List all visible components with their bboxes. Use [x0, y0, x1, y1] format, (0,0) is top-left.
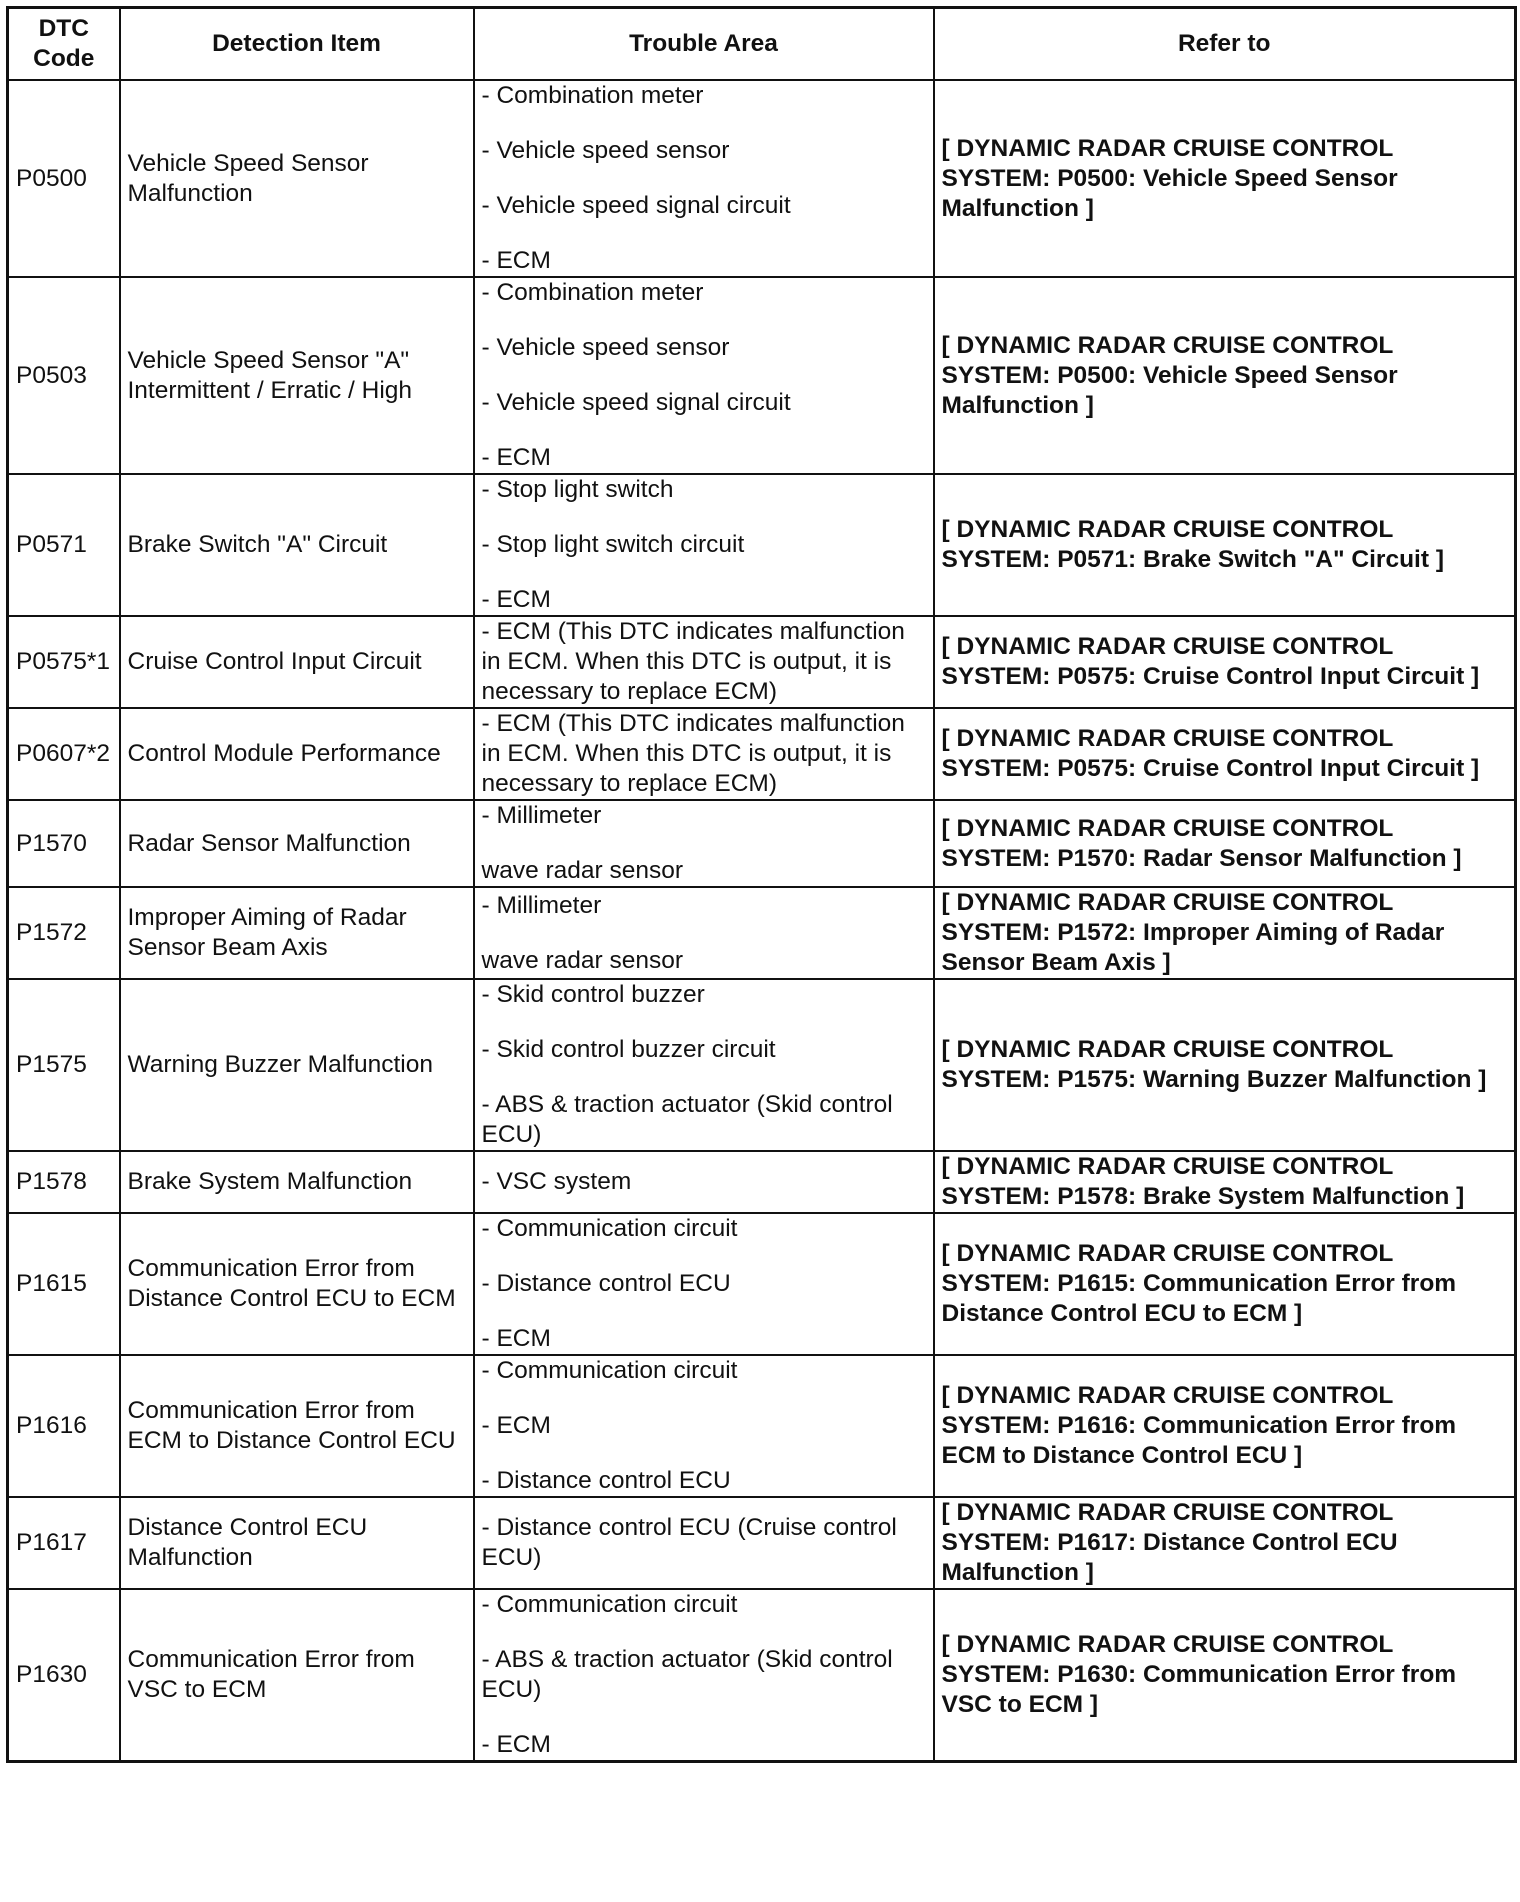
line-gap: [482, 921, 926, 946]
trouble-area-cell: [474, 474, 934, 616]
table-row: [8, 1497, 1516, 1589]
trouble-area-cell: [474, 979, 934, 1151]
refer-to-cell: [934, 979, 1516, 1151]
trouble-area-item: wave radar sensor: [481, 857, 684, 884]
refer-to-link[interactable]: [ DYNAMIC RADAR CRUISE CONTROL SYSTEM: P1575: Warning Buzzer Malfunction ]: [941, 1036, 1487, 1093]
refer-to-link[interactable]: [ DYNAMIC RADAR CRUISE CONTROL SYSTEM: P0500: Vehicle Speed Sensor Malfunction ]: [941, 134, 1398, 222]
detection-item-cell: Brake Switch "A" Circuit: [120, 474, 474, 616]
line-gap: [482, 560, 926, 585]
detection-item-cell: Communication Error from VSC to ECM: [120, 1589, 474, 1762]
refer-to-link[interactable]: [ DYNAMIC RADAR CRUISE CONTROL SYSTEM: P1617: Distance Control ECU Malfunction ]: [941, 1499, 1398, 1586]
detection-item-cell: Distance Control ECU Malfunction: [120, 1497, 474, 1589]
refer-to-link[interactable]: [ DYNAMIC RADAR CRUISE CONTROL SYSTEM: P1630: Communication Error from VSC to ECM ]: [941, 1631, 1457, 1718]
trouble-area-cell: [474, 80, 934, 277]
refer-to-cell: [934, 708, 1516, 800]
refer-to-link[interactable]: [ DYNAMIC RADAR CRUISE CONTROL SYSTEM: P1572: Improper Aiming of Radar Sensor Beam Axis ]: [941, 889, 1445, 976]
dtc-code-cell: P1578: [8, 1151, 120, 1213]
detection-item-cell: Warning Buzzer Malfunction: [120, 979, 474, 1151]
refer-to-cell: [934, 1355, 1516, 1497]
trouble-area-item: - Skid control buzzer circuit: [481, 1036, 776, 1063]
detection-item-cell: Communication Error from Distance Control ECU to ECM: [120, 1213, 474, 1355]
trouble-area-item: - Communication circuit: [481, 1215, 738, 1242]
detection-item-cell: Improper Aiming of Radar Sensor Beam Axis: [120, 887, 474, 979]
header-detection-item: Detection Item: [120, 8, 474, 81]
table-row: [8, 887, 1516, 979]
line-gap: [482, 221, 926, 246]
dtc-code-cell: P1630: [8, 1589, 120, 1762]
refer-to-cell: [934, 1497, 1516, 1589]
trouble-area-item: - Vehicle speed signal circuit: [481, 192, 791, 219]
dtc-code-cell: P0607*2: [8, 708, 120, 800]
trouble-area-cell: [474, 887, 934, 979]
trouble-area-item: - VSC system: [481, 1168, 632, 1195]
trouble-area-item: - ECM: [481, 1731, 551, 1758]
refer-to-cell: [934, 474, 1516, 616]
header-row: [8, 8, 1516, 81]
detection-item-cell: Communication Error from ECM to Distance Control ECU: [120, 1355, 474, 1497]
line-gap: [482, 1244, 926, 1269]
trouble-area-item: - Millimeter: [481, 891, 602, 919]
table-row: [8, 708, 1516, 800]
line-gap: [482, 1065, 926, 1090]
detection-item-cell: Control Module Performance: [120, 708, 474, 800]
table-header: [8, 8, 1516, 81]
dtc-code-cell: P1575: [8, 979, 120, 1151]
dtc-table: [6, 6, 1517, 1763]
table-body: [8, 80, 1516, 1762]
line-gap: [482, 308, 926, 333]
detection-item-cell: Brake System Malfunction: [120, 1151, 474, 1213]
table-row: [8, 1589, 1516, 1762]
table-row: [8, 80, 1516, 277]
trouble-area-cell: [474, 1355, 934, 1497]
trouble-area-item: - ECM: [481, 247, 551, 274]
detection-item-cell: Vehicle Speed Sensor "A" Intermittent / Erratic / High: [120, 277, 474, 474]
line-gap: [482, 1386, 926, 1411]
table-row: [8, 616, 1516, 708]
trouble-area-item: - ECM: [481, 444, 551, 471]
trouble-area-item: - ABS & traction actuator (Skid control ECU): [481, 1646, 893, 1703]
dtc-code-cell: P0571: [8, 474, 120, 616]
line-gap: [482, 111, 926, 136]
trouble-area-item: - Millimeter: [481, 802, 602, 829]
trouble-area-item: wave radar sensor: [481, 946, 684, 974]
line-gap: [482, 505, 926, 530]
trouble-area-cell: [474, 800, 934, 887]
trouble-area-item: - ECM (This DTC indicates malfunction in ECM. When this DTC is output, it is necessary to replace ECM): [481, 618, 905, 705]
trouble-area-item: - Combination meter: [481, 82, 704, 109]
dtc-code-cell: P1615: [8, 1213, 120, 1355]
refer-to-cell: [934, 1213, 1516, 1355]
dtc-code-cell: P0503: [8, 277, 120, 474]
trouble-area-item: - Vehicle speed sensor: [481, 137, 730, 164]
dtc-code-cell: P1617: [8, 1497, 120, 1589]
dtc-code-cell: P1570: [8, 800, 120, 887]
trouble-area-cell: [474, 1213, 934, 1355]
line-gap: [482, 1620, 926, 1645]
table-row: [8, 277, 1516, 474]
trouble-area-item: - ECM: [481, 1412, 551, 1439]
refer-to-link[interactable]: [ DYNAMIC RADAR CRUISE CONTROL SYSTEM: P1578: Brake System Malfunction ]: [941, 1153, 1465, 1210]
trouble-area-cell: [474, 1589, 934, 1762]
dtc-code-cell: P1616: [8, 1355, 120, 1497]
refer-to-link[interactable]: [ DYNAMIC RADAR CRUISE CONTROL SYSTEM: P1616: Communication Error from ECM to Distance Control ECU ]: [941, 1382, 1457, 1469]
dtc-code-cell: P1572: [8, 887, 120, 979]
refer-to-cell: [934, 277, 1516, 474]
line-gap: [482, 1010, 926, 1035]
header-refer-to: Refer to: [934, 8, 1516, 81]
line-gap: [482, 831, 926, 856]
trouble-area-item: - Communication circuit: [481, 1357, 738, 1384]
table-row: [8, 1355, 1516, 1497]
refer-to-link[interactable]: [ DYNAMIC RADAR CRUISE CONTROL SYSTEM: P1570: Radar Sensor Malfunction ]: [941, 814, 1462, 872]
refer-to-link[interactable]: [ DYNAMIC RADAR CRUISE CONTROL SYSTEM: P0575: Cruise Control Input Circuit ]: [941, 725, 1480, 782]
trouble-area-cell: [474, 1497, 934, 1589]
trouble-area-item: - Combination meter: [481, 279, 704, 306]
detection-item-cell: Cruise Control Input Circuit: [120, 616, 474, 708]
header-dtc-code: DTC Code: [8, 8, 120, 81]
trouble-area-item: - Distance control ECU: [481, 1270, 731, 1297]
trouble-area-item: - Vehicle speed signal circuit: [481, 389, 791, 416]
refer-to-cell: [934, 80, 1516, 277]
trouble-area-cell: [474, 1151, 934, 1213]
table-row: [8, 474, 1516, 616]
trouble-area-item: - Vehicle speed sensor: [481, 334, 730, 361]
header-trouble-area: Trouble Area: [474, 8, 934, 81]
trouble-area-item: - ECM (This DTC indicates malfunction in ECM. When this DTC is output, it is necessary to replace ECM): [481, 710, 905, 797]
refer-to-link[interactable]: [ DYNAMIC RADAR CRUISE CONTROL SYSTEM: P0575: Cruise Control Input Circuit ]: [941, 633, 1480, 690]
detection-item-cell: Radar Sensor Malfunction: [120, 800, 474, 887]
detection-item-cell: Vehicle Speed Sensor Malfunction: [120, 80, 474, 277]
line-gap: [482, 1299, 926, 1324]
dtc-code-cell: P0575*1: [8, 616, 120, 708]
refer-to-cell: [934, 887, 1516, 979]
refer-to-cell: [934, 1589, 1516, 1762]
trouble-area-cell: [474, 708, 934, 800]
trouble-area-item: - Distance control ECU: [481, 1467, 731, 1494]
trouble-area-item: - ECM: [481, 586, 551, 613]
trouble-area-item: - Skid control buzzer: [481, 981, 705, 1008]
refer-to-cell: [934, 800, 1516, 887]
refer-to-link[interactable]: [ DYNAMIC RADAR CRUISE CONTROL SYSTEM: P0571: Brake Switch "A" Circuit ]: [941, 516, 1444, 573]
table-row: [8, 1151, 1516, 1213]
table-row: [8, 1213, 1516, 1355]
trouble-area-cell: [474, 616, 934, 708]
table-row: [8, 800, 1516, 887]
line-gap: [482, 363, 926, 388]
trouble-area-item: - Stop light switch circuit: [481, 531, 745, 558]
trouble-area-item: - ECM: [481, 1325, 551, 1352]
trouble-area-item: - Distance control ECU (Cruise control ECU): [481, 1514, 897, 1571]
trouble-area-item: - Communication circuit: [481, 1591, 738, 1618]
line-gap: [482, 166, 926, 191]
refer-to-cell: [934, 1151, 1516, 1213]
line-gap: [482, 418, 926, 443]
trouble-area-cell: [474, 277, 934, 474]
table-row: [8, 979, 1516, 1151]
line-gap: [482, 1441, 926, 1466]
refer-to-cell: [934, 616, 1516, 708]
refer-to-link[interactable]: [ DYNAMIC RADAR CRUISE CONTROL SYSTEM: P1615: Communication Error from Distance Control ECU to ECM ]: [941, 1240, 1457, 1327]
trouble-area-item: - ABS & traction actuator (Skid control ECU): [481, 1091, 893, 1148]
dtc-code-cell: P0500: [8, 80, 120, 277]
line-gap: [482, 1705, 926, 1730]
refer-to-link[interactable]: [ DYNAMIC RADAR CRUISE CONTROL SYSTEM: P0500: Vehicle Speed Sensor Malfunction ]: [941, 331, 1398, 419]
trouble-area-item: - Stop light switch: [481, 476, 674, 503]
